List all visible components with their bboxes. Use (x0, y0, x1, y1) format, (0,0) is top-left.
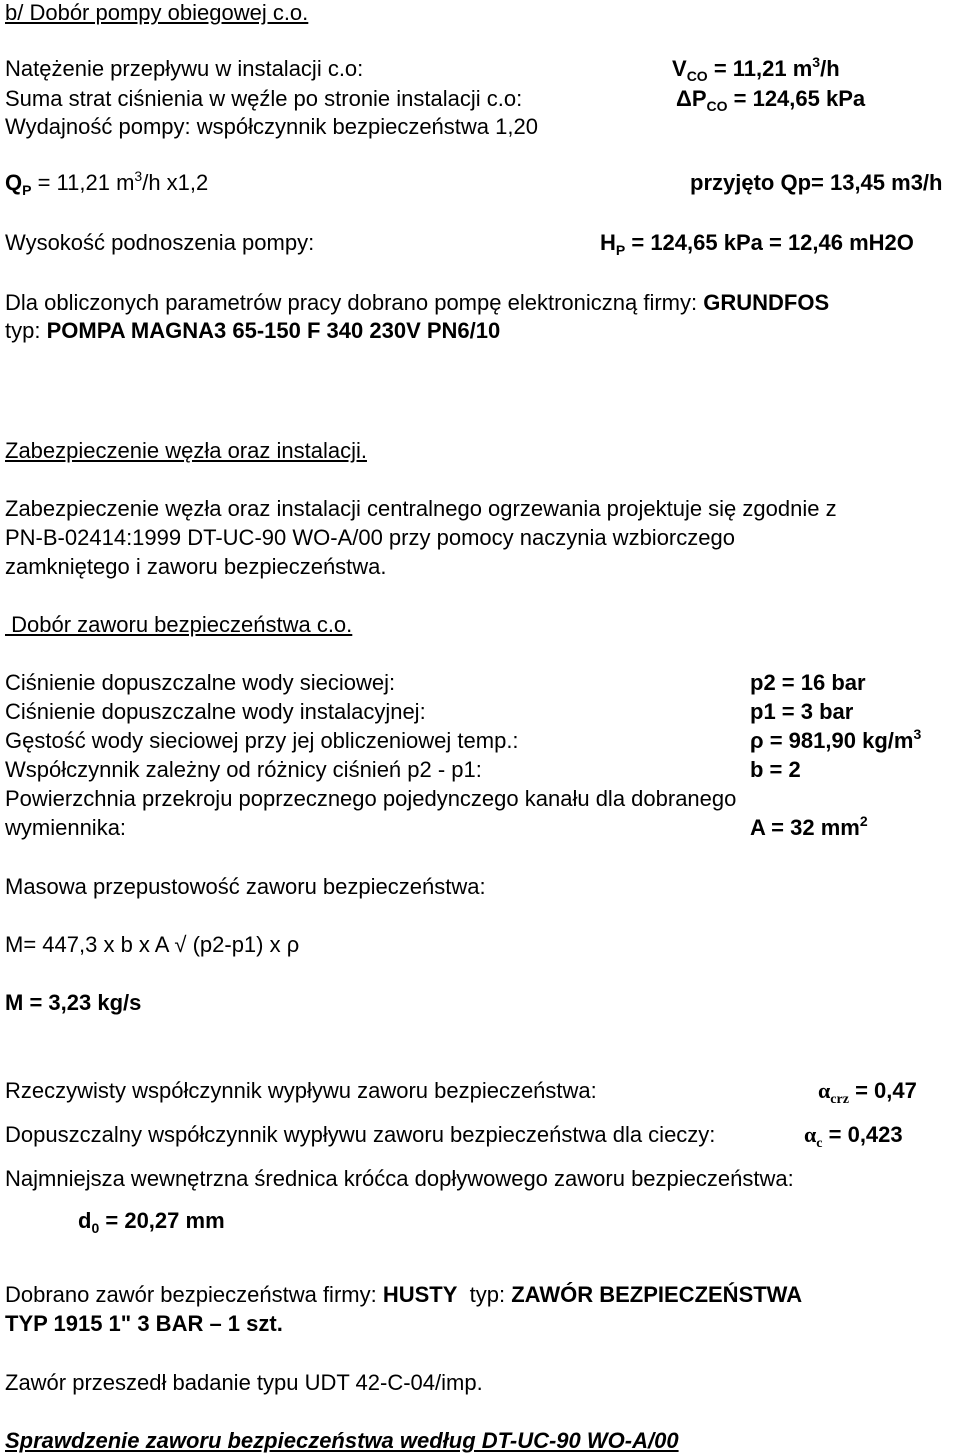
qp-adopted: przyjęto Qp= 13,45 m3/h (690, 170, 943, 195)
loss-value: $\Delta P_{CO} = 124,65$ kPa (676, 86, 866, 114)
p2-label: Ciśnienie dopuszczalne wody sieciowej: (5, 670, 396, 695)
flow-label: Natężenie przepływu w instalacji c.o: (5, 56, 364, 81)
pump-type: typ: POMPA MAGNA3 65-150 F 340 230V PN6/10 (5, 318, 501, 343)
flow-value: $V_{CO} = 11,21$ $m^3/h$ (672, 54, 840, 84)
protection-para-line-3: zamkniętego i zaworu bezpieczeństwa. (5, 554, 387, 579)
valve-heading: Dobór zaworu bezpieczeństwa c.o. (5, 612, 353, 637)
b-label: Współczynnik zależny od różnicy ciśnień p2 - p1: (5, 757, 482, 782)
check-heading: Sprawdzenie zaworu bezpieczeństwa według DT-UC-90 WO-A/00 (5, 1428, 679, 1453)
d0-value: $d_0 = 20,27$ mm (78, 1208, 225, 1236)
valve-type-2: TYP 1915 1" 3 BAR – 1 szt. (5, 1311, 283, 1336)
protection-heading: Zabezpieczenie węzła oraz instalacji. (5, 438, 367, 463)
protection-para-line-2: PN-B-02414:1999 DT-UC-90 WO-A/00 przy pomocy naczynia wzbiorczego (5, 525, 735, 550)
selection-text: Dla obliczonych parametrów pracy dobrano pompę elektroniczną firmy: GRUNDFOS (5, 290, 830, 315)
udt-text: Zawór przeszedł badanie typu UDT 42-C-04/imp. (5, 1370, 483, 1395)
alpha-allow-label: Dopuszczalny współczynnik wypływu zaworu bezpieczeństwa dla cieczy: (5, 1122, 716, 1147)
b-value: b = 2 (750, 757, 801, 782)
p2-value: p2 = 16 bar (750, 670, 866, 695)
formula: M= 447,3 x b x A √ (p2-p1) x ρ (5, 932, 300, 957)
hp-value: $H_P = 124,65$ kPa = 12,46 mH2O (600, 230, 914, 258)
alpha-real-label: Rzeczywisty współczynnik wypływu zaworu bezpieczeństwa: (5, 1078, 597, 1103)
mass-label: Masowa przepustowość zaworu bezpieczeństwa: (5, 874, 486, 899)
qp-formula: $Q_P = 11,21$ $m^3/h$ x1,2 (5, 168, 209, 198)
diam-label: Najmniejsza wewnętrzna średnica króćca dopływowego zaworu bezpieczeństwa: (5, 1166, 794, 1191)
p1-value: p1 = 3 bar (750, 699, 854, 724)
alpha-allow-value: $\alpha_c = 0,423$ (804, 1122, 903, 1151)
rho-value: ρ = 981,90 $kg/m^3$ (750, 726, 922, 753)
area-value: A = 32 $mm^2$ (750, 813, 868, 840)
alpha-real-value: $\alpha_{crz} = 0,47$ (818, 1078, 917, 1107)
capacity-label: Wydajność pompy: współczynnik bezpieczeństwa 1,20 (5, 114, 538, 139)
rho-label: Gęstość wody sieciowej przy jej obliczeniowej temp.: (5, 728, 519, 753)
mass-value: M = 3,23 kg/s (5, 990, 142, 1015)
pump-heading: b/ Dobór pompy obiegowej c.o. (5, 0, 309, 25)
area-label-2: wymiennika: (5, 815, 127, 840)
area-label-1: Powierzchnia przekroju poprzecznego pojedynczego kanału dla dobranego (5, 786, 737, 811)
head-label: Wysokość podnoszenia pompy: (5, 230, 315, 255)
loss-label: Suma strat ciśnienia w węźle po stronie instalacji c.o: (5, 86, 523, 111)
valve-text: Dobrano zawór bezpieczeństwa firmy: HUSTY typ: ZAWÓR BEZPIECZEŃSTWA (5, 1282, 803, 1307)
p1-label: Ciśnienie dopuszczalne wody instalacyjnej: (5, 699, 426, 724)
protection-para-line-1: Zabezpieczenie węzła oraz instalacji centralnego ogrzewania projektuje się zgodnie z (5, 496, 837, 521)
